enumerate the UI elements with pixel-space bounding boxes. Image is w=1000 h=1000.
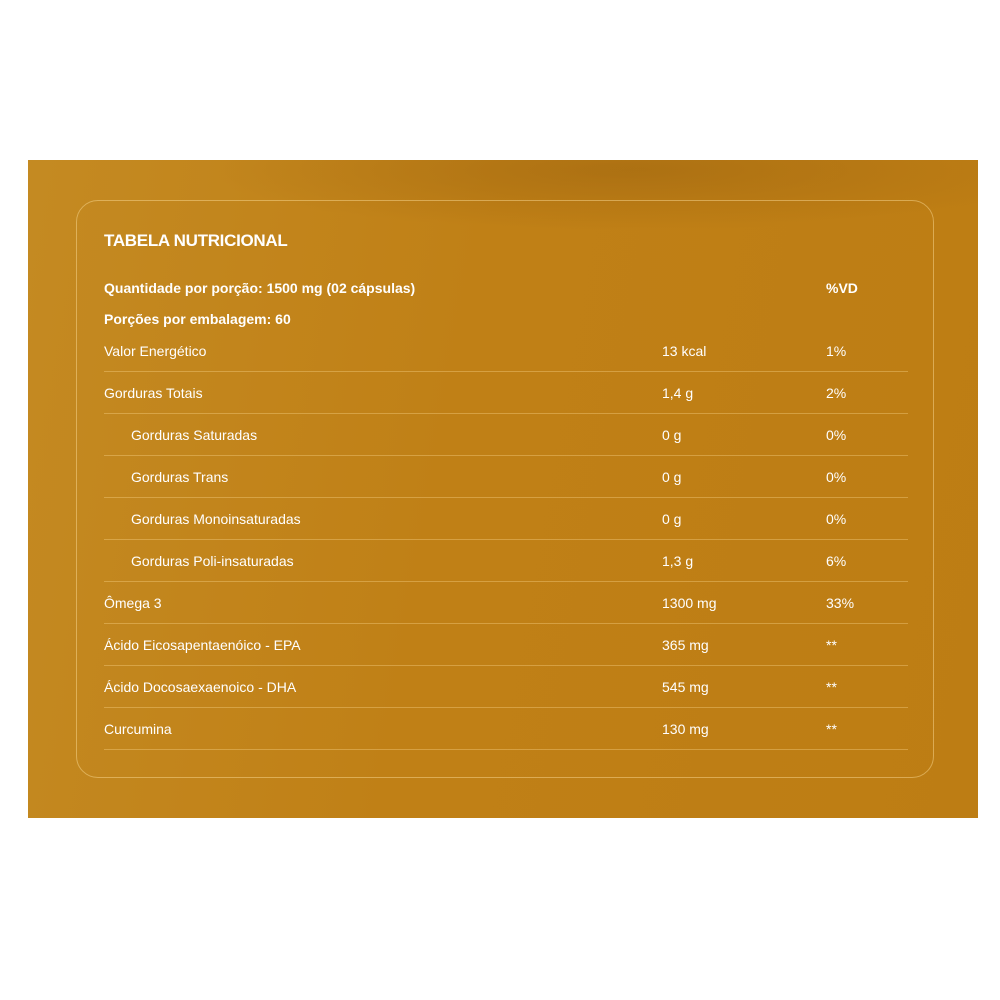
nutrient-amount: 1300 mg — [662, 595, 717, 611]
table-row — [104, 456, 908, 498]
nutrient-name: Gorduras Saturadas — [131, 427, 258, 443]
nutrient-vd: ** — [826, 721, 837, 737]
nutrient-vd: 0% — [826, 511, 847, 527]
nutrient-name: Gorduras Monoinsaturadas — [131, 511, 301, 527]
portions-per-package: Porções por embalagem: 60 — [104, 311, 291, 327]
nutrient-amount: 1,3 g — [662, 553, 694, 569]
table-row — [104, 624, 908, 666]
table-row — [104, 540, 908, 582]
nutrient-vd: ** — [826, 637, 837, 653]
table-row — [104, 330, 908, 372]
nutrient-name: Ácido Eicosapentaenóico - EPA — [104, 637, 301, 653]
nutrient-amount: 130 mg — [662, 721, 709, 737]
nutrient-name: Curcumina — [104, 721, 172, 737]
nutrient-vd: 6% — [826, 553, 847, 569]
nutrient-amount: 365 mg — [662, 637, 709, 653]
nutrient-name: Gorduras Poli-insaturadas — [131, 553, 294, 569]
nutrient-amount: 13 kcal — [662, 343, 707, 359]
nutrient-vd: 0% — [826, 427, 847, 443]
nutrient-name: Ômega 3 — [104, 595, 162, 611]
nutrient-amount: 0 g — [662, 511, 682, 527]
table-title: TABELA NUTRICIONAL — [104, 231, 288, 250]
nutrient-vd: 2% — [826, 385, 847, 401]
nutrient-name: Valor Energético — [104, 343, 207, 359]
nutrition-table-card — [76, 200, 934, 778]
background-panel — [28, 160, 978, 818]
table-row — [104, 666, 908, 708]
table-row — [104, 498, 908, 540]
nutrient-vd: ** — [826, 679, 837, 695]
vd-column-header: %VD — [826, 280, 858, 296]
table-row — [104, 414, 908, 456]
nutrient-amount: 0 g — [662, 469, 682, 485]
table-row — [104, 372, 908, 414]
nutrient-vd: 1% — [826, 343, 847, 359]
nutrition-rows — [104, 330, 908, 750]
nutrient-name: Gorduras Trans — [131, 469, 229, 485]
serving-size: Quantidade por porção: 1500 mg (02 cápsulas) — [104, 280, 416, 296]
nutrient-amount: 0 g — [662, 427, 682, 443]
nutrient-vd: 33% — [826, 595, 855, 611]
nutrient-name: Gorduras Totais — [104, 385, 203, 401]
nutrient-vd: 0% — [826, 469, 847, 485]
nutrient-amount: 545 mg — [662, 679, 709, 695]
nutrient-name: Ácido Docosaexaenoico - DHA — [104, 679, 297, 695]
table-row — [104, 582, 908, 624]
table-row — [104, 708, 908, 750]
nutrient-amount: 1,4 g — [662, 385, 694, 401]
